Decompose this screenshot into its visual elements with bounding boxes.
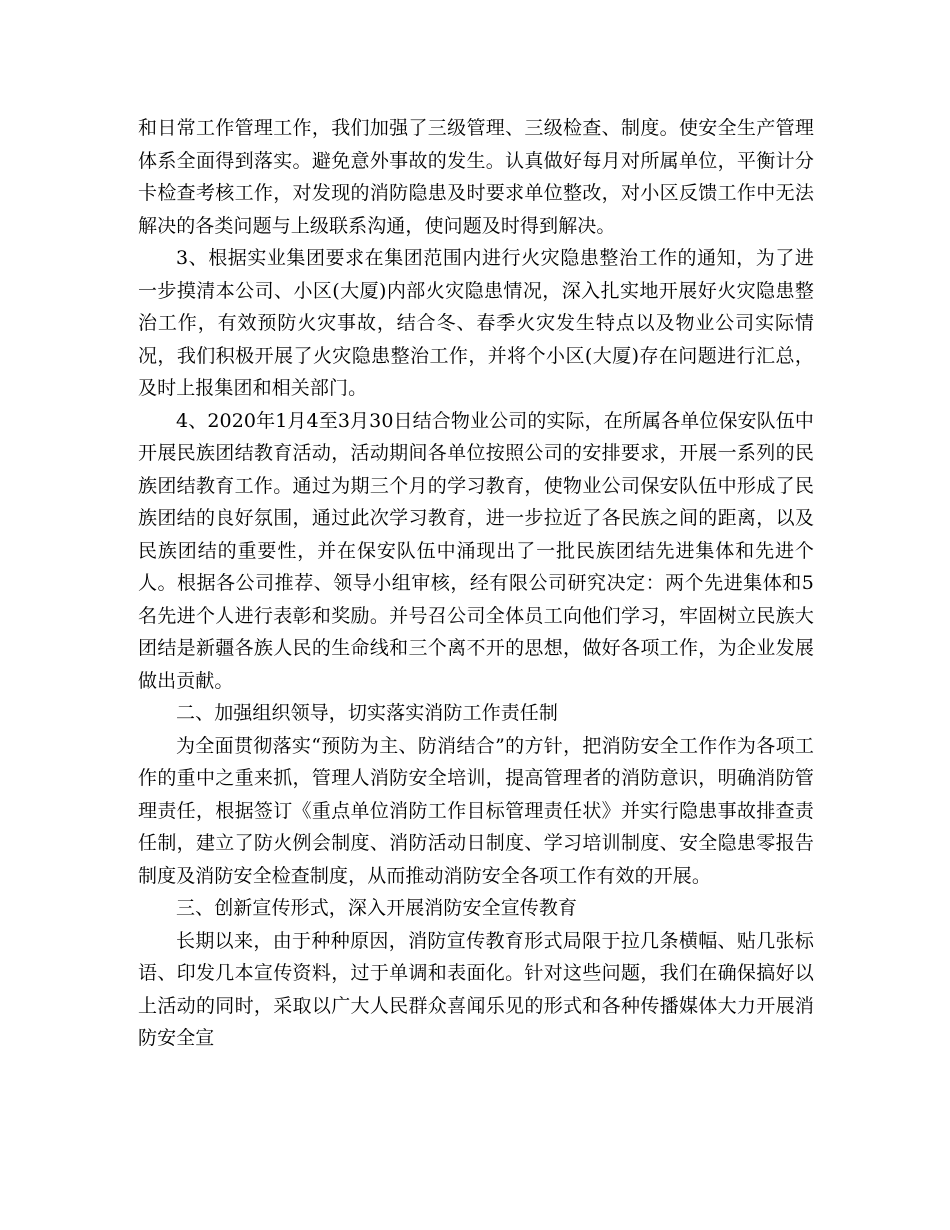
paragraph-section-3-body: 长期以来，由于种种原因，消防宣传教育形式局限于拉几条横幅、贴几张标语、印发几本宣传资料，过于单调和表面化。针对这些问题，我们在确保搞好以上活动的同时，采取以广大人民群众喜闻乐见的形式和各种传播媒体大力开展消防安全宣	[138, 929, 814, 1049]
paragraph-continued: 和日常工作管理工作，我们加强了三级管理、三级检查、制度。使安全生产管理体系全面得到落实。避免意外事故的发生。认真做好每月对所属单位，平衡计分卡检查考核工作，对发现的消防隐患及时要求单位整改，对小区反馈工作中无法解决的各类问题与上级联系沟通，使问题及时得到解决。	[138, 117, 814, 237]
section-heading-2: 二、加强组织领导，切实落实消防工作责任制	[176, 702, 559, 724]
paragraph-section-2-body: 为全面贯彻落实“预防为主、防消结合”的方针，把消防安全工作作为各项工作的重中之重来抓，管理人消防安全培训，提高管理者的消防意识，明确消防管理责任，根据签订《重点单位消防工作目标管理责任状》并实行隐患事故排查责任制，建立了防火例会制度、消防活动日制度、学习培训制度、安全隐患零报告制度及消防安全检查制度，从而推动消防安全各项工作有效的开展。	[138, 734, 814, 887]
paragraph-item-4: 4、2020年1月4至3月30日结合物业公司的实际，在所属各单位保安队伍中开展民族团结教育活动，活动期间各单位按照公司的安排要求，开展一系列的民族团结教育工作。通过为期三个月的学习教育，使物业公司保安队伍中形成了民族团结的良好氛围，通过此次学习教育，进一步拉近了各民族之间的距离，以及民族团结的重要性，并在保安队伍中涌现出了一批民族团结先进集体和先进个人。根据各公司推荐、领导小组审核，经有限公司研究决定：两个先进集体和5名先进个人进行表彰和奖励。并号召公司全体员工向他们学习，牢固树立民族大团结是新疆各族人民的生命线和三个离不开的思想，做好各项工作，为企业发展做出贡献。	[138, 409, 814, 692]
paragraph-item-3: 3、根据实业集团要求在集团范围内进行火灾隐患整治工作的通知，为了进一步摸清本公司、小区(大厦)内部火灾隐患情况，深入扎实地开展好火灾隐患整治工作，有效预防火灾事故，结合冬、春季火灾发生特点以及物业公司实际情况，我们积极开展了火灾隐患整治工作，并将个小区(大厦)存在问题进行汇总，及时上报集团和相关部门。	[138, 247, 814, 399]
document-body	[138, 112, 814, 1055]
section-heading-3: 三、创新宣传形式，深入开展消防安全宣传教育	[176, 897, 578, 919]
